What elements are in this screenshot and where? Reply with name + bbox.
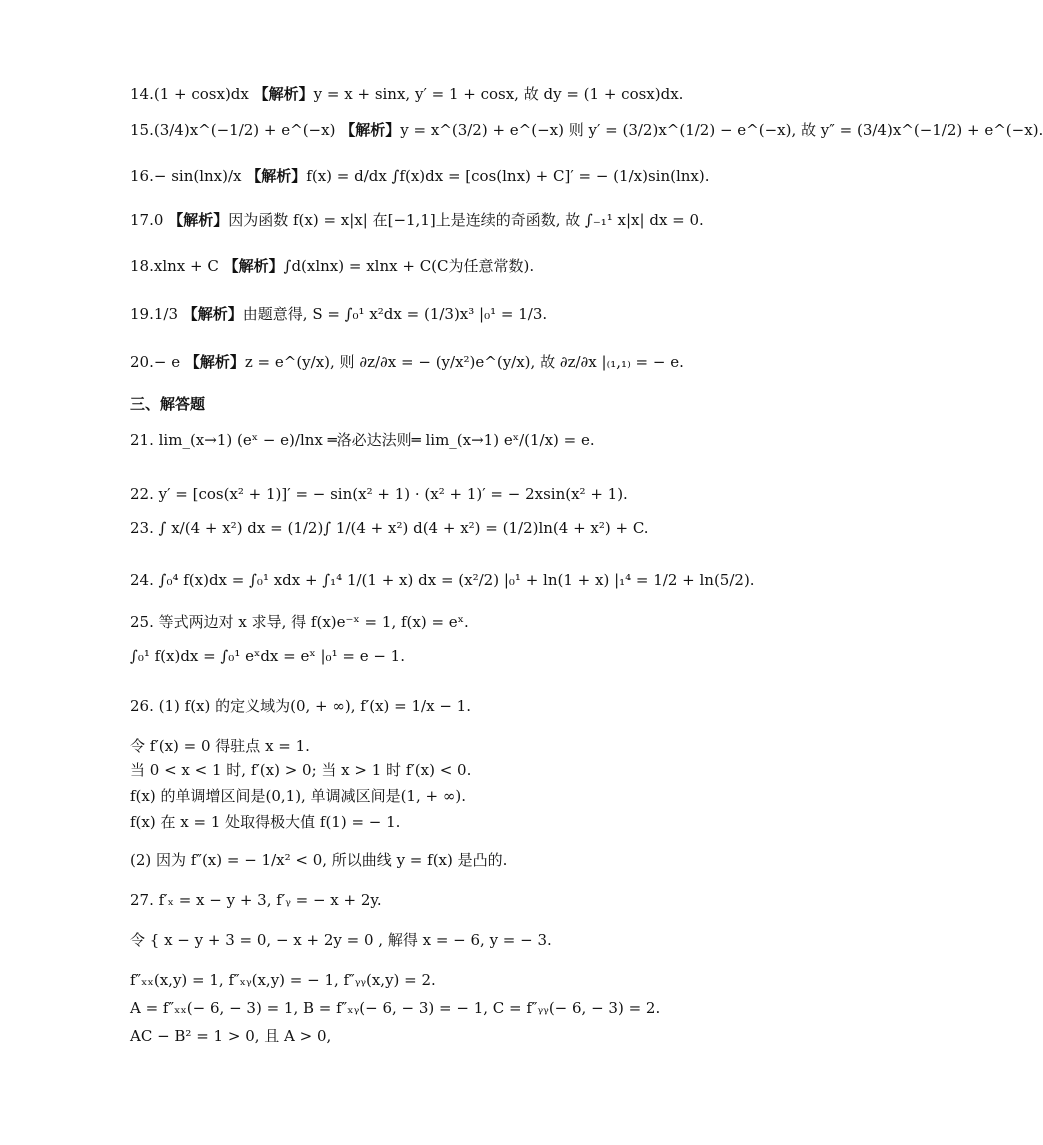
solution-21: 21. lim_(x→1) (eˣ − e)/lnx ═洛必达法则═ lim_(x→1) eˣ/(1/x) = e. [130, 431, 595, 449]
solution-27-line1: 27. f′ₓ = x − y + 3, f′ᵧ = − x + 2y. [130, 891, 382, 909]
solution-26-line1: 26. (1) f(x) 的定义域为(0, + ∞), f′(x) = 1/x − 1. [130, 697, 471, 715]
solution-27-line5: AC − B² = 1 > 0, 且 A > 0, [130, 1027, 332, 1045]
solution-26-line4: f(x) 的单调增区间是(0,1), 单调减区间是(1, + ∞). [130, 787, 466, 805]
solution-26-line3: 当 0 < x < 1 时, f′(x) > 0; 当 x > 1 时 f′(x) < 0. [130, 761, 472, 779]
solution-27-line4: A = f″ₓₓ(− 6, − 3) = 1, B = f″ₓᵧ(− 6, − 3) = − 1, C = f″ᵧᵧ(− 6, − 3) = 2. [130, 999, 661, 1017]
item-14: 14.(1 + cosx)dx 【解析】y = x + sinx, y′ = 1 + cosx, 故 dy = (1 + cosx)dx. [130, 85, 684, 103]
solution-26-line6: (2) 因为 f″(x) = − 1/x² < 0, 所以曲线 y = f(x) 是凸的. [130, 851, 508, 869]
solution-24: 24. ∫₀⁴ f(x)dx = ∫₀¹ xdx + ∫₁⁴ 1/(1 + x) dx = (x²/2) |₀¹ + ln(1 + x) |₁⁴ = 1/2 + ln(5/2). [130, 571, 755, 589]
solution-27-line2: 令 { x − y + 3 = 0, − x + 2y = 0 , 解得 x = − 6, y = − 3. [130, 931, 552, 949]
item-20: 20.− e 【解析】z = e^(y/x), 则 ∂z/∂x = − (y/x²)e^(y/x), 故 ∂z/∂x |₍₁,₁₎ = − e. [130, 353, 684, 371]
solution-27-line3: f″ₓₓ(x,y) = 1, f″ₓᵧ(x,y) = − 1, f″ᵧᵧ(x,y) = 2. [130, 971, 436, 989]
solution-26-line2: 令 f′(x) = 0 得驻点 x = 1. [130, 737, 310, 755]
item-16: 16.− sin(lnx)/x 【解析】f(x) = d/dx ∫f(x)dx = [cos(lnx) + C]′ = − (1/x)sin(lnx). [130, 167, 710, 185]
solution-23: 23. ∫ x/(4 + x²) dx = (1/2)∫ 1/(4 + x²) d(4 + x²) = (1/2)ln(4 + x²) + C. [130, 519, 649, 537]
solution-25-line2: ∫₀¹ f(x)dx = ∫₀¹ eˣdx = eˣ |₀¹ = e − 1. [130, 647, 405, 665]
section-title: 三、解答题 [130, 395, 206, 413]
solution-25-line1: 25. 等式两边对 x 求导, 得 f(x)e⁻ˣ = 1, f(x) = eˣ. [130, 613, 469, 631]
item-15: 15.(3/4)x^(−1/2) + e^(−x) 【解析】y = x^(3/2) + e^(−x) 则 y′ = (3/2)x^(1/2) − e^(−x), 故 y″ = (3/4)x^(−1/2) + e^(−x). [130, 121, 1043, 139]
solution-22: 22. y′ = [cos(x² + 1)]′ = − sin(x² + 1) · (x² + 1)′ = − 2xsin(x² + 1). [130, 485, 628, 503]
item-19: 19.1/3 【解析】由题意得, S = ∫₀¹ x²dx = (1/3)x³ |₀¹ = 1/3. [130, 305, 548, 323]
item-18: 18.xlnx + C 【解析】∫d(xlnx) = xlnx + C(C为任意常数). [130, 257, 535, 275]
solution-26-line5: f(x) 在 x = 1 处取得极大值 f(1) = − 1. [130, 813, 401, 831]
item-17: 17.0 【解析】因为函数 f(x) = x|x| 在[−1,1]上是连续的奇函数, 故 ∫₋₁¹ x|x| dx = 0. [130, 211, 704, 229]
